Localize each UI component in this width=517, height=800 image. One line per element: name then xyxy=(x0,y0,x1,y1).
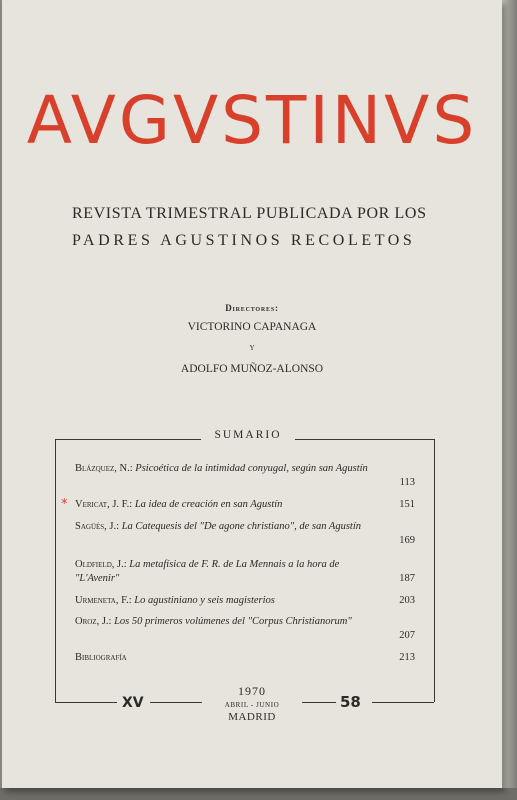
summary-box-rule-right xyxy=(295,439,434,440)
entry-author: Vericat, J. F.: xyxy=(75,499,133,510)
entry-author: Sagüés, J.: xyxy=(75,521,120,532)
entry-author: Urmeneta, F.: xyxy=(75,595,132,606)
subtitle-line-2: PADRES AGUSTINOS RECOLETOS xyxy=(72,232,416,249)
entry-title: La idea de creación en san Agustín xyxy=(134,499,283,510)
directors-label: Directores: xyxy=(225,303,279,313)
entry-page: 187 xyxy=(399,573,415,584)
issue-number: 58 xyxy=(340,693,361,711)
entry-page: 151 xyxy=(399,499,415,510)
summary-heading: SUMARIO xyxy=(214,429,282,441)
entry-page: 169 xyxy=(399,535,415,546)
entry-title: La Catequesis del "De agone christiano", de san Agustín xyxy=(121,521,362,532)
entry-page: 203 xyxy=(399,595,415,606)
entry-page: 213 xyxy=(399,652,415,663)
director-name-2: ADOLFO MUÑOZ-ALONSO xyxy=(180,363,324,375)
publication-period: ABRIL - JUNIO xyxy=(224,701,280,709)
directors-conjunction: Y xyxy=(249,344,255,352)
journal-cover xyxy=(2,0,502,788)
publication-year: 1970 xyxy=(238,684,266,698)
entry-author: Oldfield, J.: xyxy=(75,559,127,570)
subtitle-line-1: REVISTA TRIMESTRAL PUBLICADA POR LOS xyxy=(72,205,427,222)
journal-title: AVGVSTINVS xyxy=(26,82,478,159)
volume-number: XV xyxy=(122,695,144,711)
entry-author: Blázquez, N.: xyxy=(75,463,133,474)
page-edge-bottom xyxy=(0,788,517,800)
publication-city: MADRID xyxy=(228,711,276,723)
asterisk-mark-icon: * xyxy=(61,497,68,512)
entry-author: Bibliografía xyxy=(75,652,127,663)
director-name-1: VICTORINO CAPANAGA xyxy=(187,321,317,333)
entry-title: La metafísica de F. R. de La Mennais a la hora de "L'Avenir" xyxy=(75,559,340,584)
entry-title: Lo agustiniano y seis magisterios xyxy=(134,595,275,606)
entry-author: Oroz, J.: xyxy=(75,616,112,627)
entry-title: Los 50 primeros volúmenes del "Corpus Christianorum" xyxy=(114,616,352,627)
entry-title: Psicoética de la intimidad conyugal, según san Agustín xyxy=(135,463,368,474)
page-edge-right xyxy=(502,0,517,800)
entry-page: 113 xyxy=(399,477,415,488)
summary-box-rule-left xyxy=(55,439,201,440)
entry-page: 207 xyxy=(399,630,415,641)
